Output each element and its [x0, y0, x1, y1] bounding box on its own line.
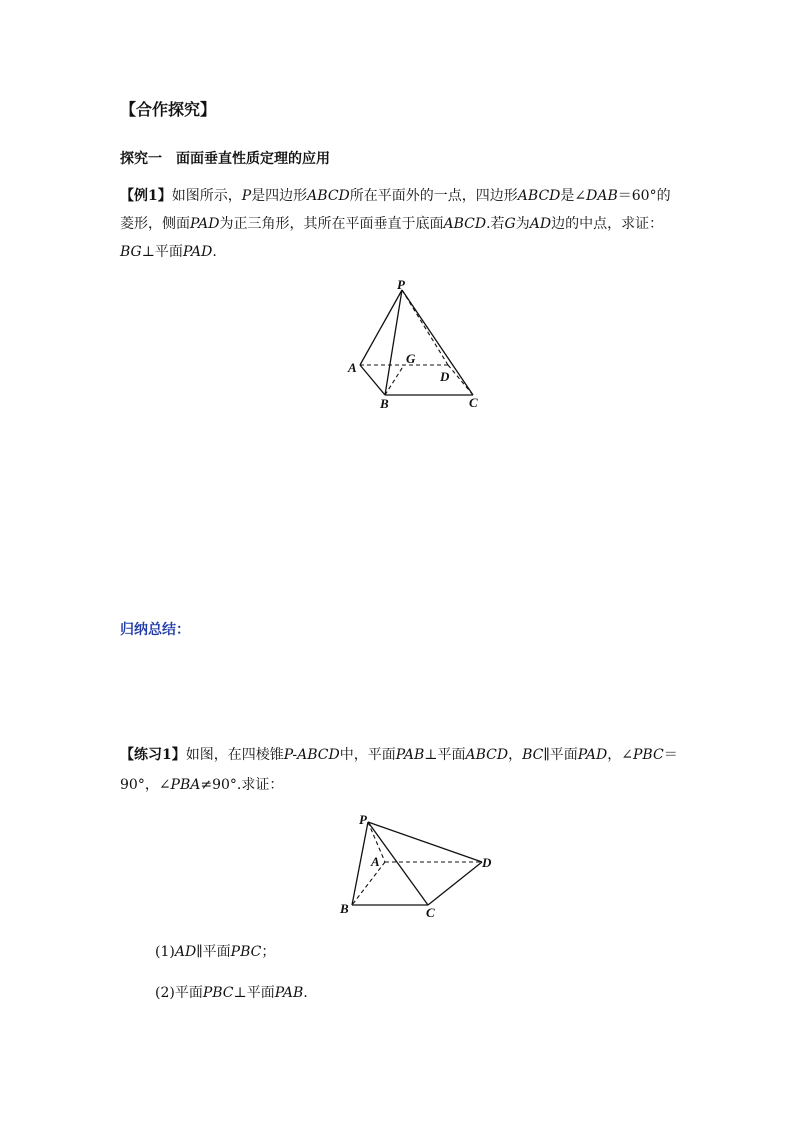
math: AD [529, 216, 552, 232]
text: ⊥平面 [141, 244, 183, 260]
math: G [504, 216, 516, 232]
text: ； [261, 944, 276, 960]
math: PAD [190, 216, 220, 232]
text: 为正三角形，其所在平面垂直于底面 [219, 216, 444, 232]
math: AD [174, 944, 197, 960]
label-A: A [371, 854, 380, 869]
label-P: P [397, 277, 405, 292]
edge-AB [352, 862, 385, 905]
text: ≠90°.求证： [200, 777, 284, 793]
math: PAD [577, 747, 608, 763]
text: 是四边形 [251, 188, 308, 204]
math: P-ABCD [283, 747, 340, 763]
edge-PD [368, 822, 482, 862]
text: 平面 [174, 985, 203, 1001]
section-title: 【合作探究】 [120, 100, 217, 119]
item-number: (2) [155, 985, 175, 1001]
practice-1-text [120, 740, 684, 800]
math: ABCD [517, 188, 561, 204]
edge-PB [352, 822, 368, 905]
summary-heading: 归纳总结： [120, 622, 190, 638]
label-D: D [482, 855, 492, 870]
math: BC [522, 747, 544, 763]
text: 所在平面外的一点，四边形 [349, 188, 518, 204]
text: 为 [515, 216, 530, 232]
text: ⊥平面 [233, 985, 275, 1001]
label-C: C [469, 395, 478, 410]
subsection-title: 探究一 面面垂直性质定理的应用 [120, 151, 330, 167]
text: 中，平面 [339, 747, 396, 763]
text: 边的中点，求证： [551, 216, 664, 232]
figure-2-pyramid [330, 810, 510, 925]
label-B: B [380, 396, 389, 411]
figure-1-pyramid [330, 275, 500, 415]
proof-item-1 [155, 938, 684, 966]
math: PAB [274, 985, 304, 1001]
text: . [212, 244, 217, 260]
text: 如图，在四棱锥 [185, 747, 284, 763]
math: PAD [182, 244, 213, 260]
text: 如图所示， [171, 188, 242, 204]
text: . [303, 985, 308, 1001]
label-D: D [440, 369, 450, 384]
proof-item-2 [155, 979, 684, 1007]
text: ，∠ [607, 747, 634, 763]
math: PBC [230, 944, 262, 960]
math: ABCD [465, 747, 509, 763]
math: PBA [170, 777, 201, 793]
label-P: P [359, 812, 367, 827]
math: P [241, 188, 252, 204]
label-C: C [426, 905, 435, 920]
text: ∥平面 [543, 747, 578, 763]
math: ABCD [443, 216, 487, 232]
edge-CD [428, 862, 482, 905]
text: 是∠ [560, 188, 587, 204]
label-B: B [340, 901, 349, 916]
math: DAB [586, 188, 618, 204]
practice-1-label: 【练习1】 [120, 747, 186, 763]
text: ⊥平面 [424, 747, 466, 763]
label-A: A [348, 360, 357, 375]
edge-PC [402, 290, 473, 395]
label-G: G [406, 351, 416, 366]
math: PAB [395, 747, 425, 763]
math: PBC [202, 985, 234, 1001]
math: PBC [633, 747, 664, 763]
math: BG [120, 244, 142, 260]
text: ， [508, 747, 523, 763]
edge-AB [360, 365, 385, 395]
math: ABCD [307, 188, 350, 204]
text: ＝90°，∠ [120, 747, 678, 793]
text: ∥平面 [196, 944, 231, 960]
item-number: (1) [155, 944, 175, 960]
text: ＝60°的菱形，侧面 [120, 188, 671, 232]
text: .若 [486, 216, 505, 232]
example-1-text [120, 182, 684, 266]
example-1-label: 【例1】 [120, 188, 172, 204]
